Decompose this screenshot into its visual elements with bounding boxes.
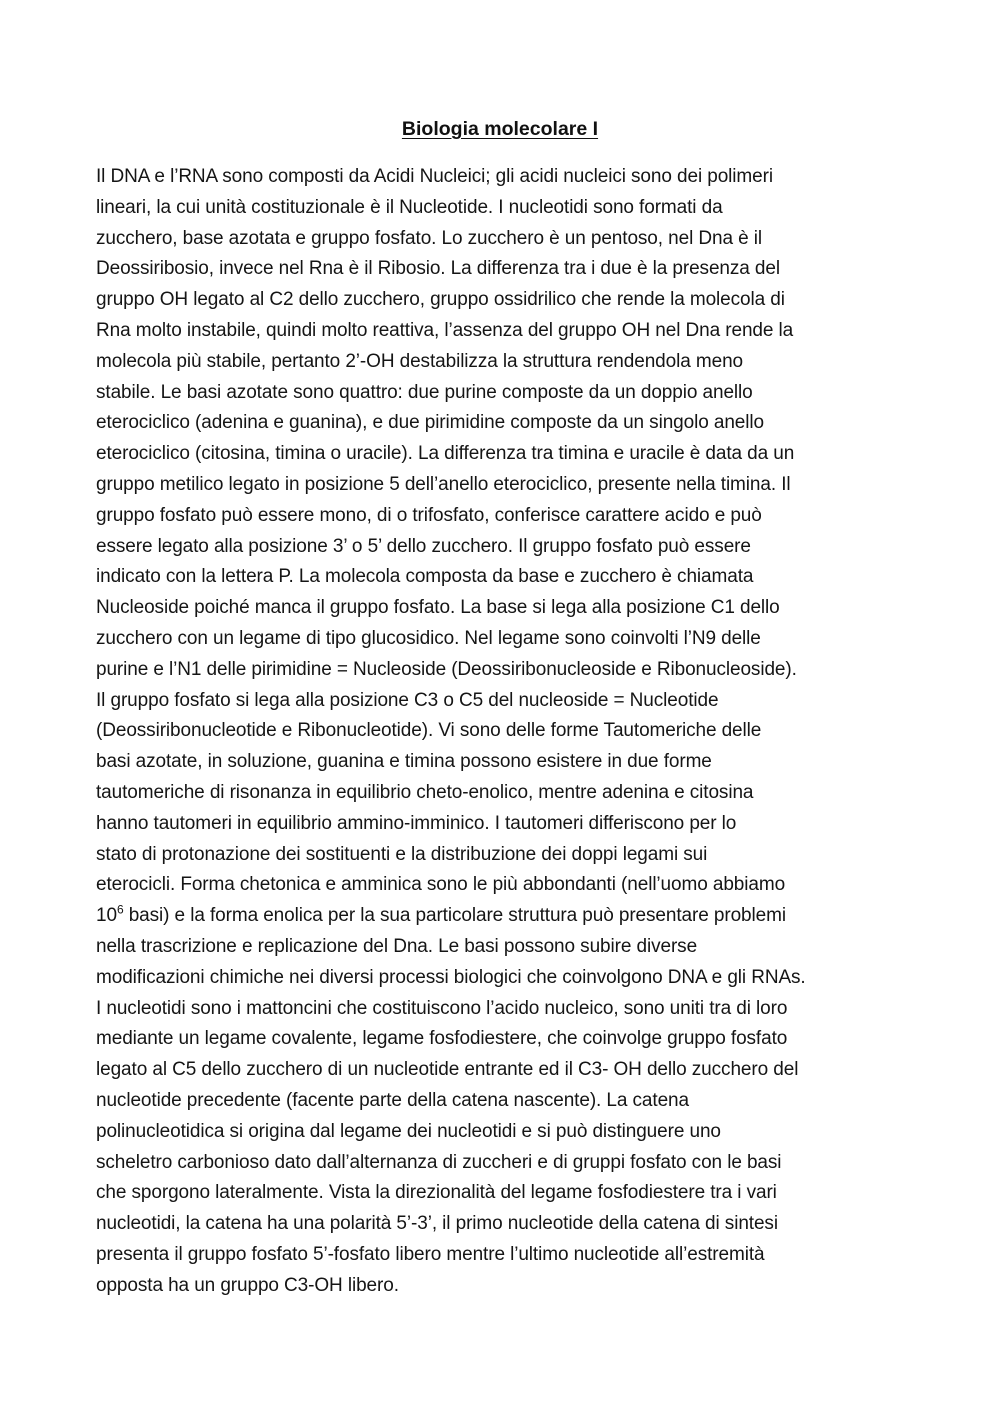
- text-line: gruppo metilico legato in posizione 5 dell’anello eterociclico, presente nella timina. Il: [96, 473, 791, 495]
- text-line: nucleotidi, la catena ha una polarità 5’-3’, il primo nucleotide della catena di sintesi: [96, 1213, 778, 1235]
- text-line: I nucleotidi sono i mattoncini che costituiscono l’acido nucleico, sono uniti tra di loro: [96, 997, 788, 1019]
- text-line: stabile. Le basi azotate sono quattro: due purine composte da un doppio anello: [96, 381, 753, 403]
- text-line-with-superscript: [96, 901, 916, 932]
- text-line: legato al C5 dello zucchero di un nucleotide entrante ed il C3- OH dello zucchero del: [96, 1059, 799, 1081]
- text-line: (Deossiribonucleotide e Ribonucleotide). Vi sono delle forme Tautomeriche delle: [96, 720, 762, 742]
- text-line: gruppo fosfato può essere mono, di o trifosfato, conferisce carattere acido e può: [96, 504, 762, 526]
- text-line: purine e l’N1 delle pirimidine = Nucleoside (Deossiribonucleoside e Ribonucleoside).: [96, 658, 797, 680]
- text-line: Il DNA e l’RNA sono composti da Acidi Nucleici; gli acidi nucleici sono dei polimeri: [96, 166, 773, 187]
- power-base: 10: [96, 905, 117, 927]
- text-line: Nucleoside poiché manca il gruppo fosfato. La base si lega alla posizione C1 dello: [96, 597, 780, 619]
- text-line: nella trascrizione e replicazione del Dna. Le basi possono subire diverse: [96, 935, 698, 957]
- text-line: zucchero con un legame di tipo glucosidico. Nel legame sono coinvolti l’N9 delle: [96, 627, 761, 649]
- power-exponent: 6: [116, 902, 124, 917]
- text-line: Deossiribosio, invece nel Rna è il Ribosio. La differenza tra i due è la presenza del: [96, 258, 780, 280]
- text-line: stato di protonazione dei sostituenti e la distribuzione dei doppi legami sui: [96, 843, 708, 865]
- text-line: Rna molto instabile, quindi molto reattiva, l’assenza del gruppo OH nel Dna rende la: [96, 319, 794, 341]
- text-line: essere legato alla posizione 3’ o 5’ dello zucchero. Il gruppo fosfato può essere: [96, 535, 751, 557]
- text-line: opposta ha un gruppo C3-OH libero.: [96, 1274, 399, 1296]
- text-line: basi azotate, in soluzione, guanina e timina possono esistere in due forme: [96, 751, 712, 773]
- text-line: eterociclico (adenina e guanina), e due pirimidine composte da un singolo anello: [96, 412, 764, 434]
- text-line-rest: basi) e la forma enolica per la sua particolare struttura può presentare problemi: [123, 905, 786, 927]
- text-line: mediante un legame covalente, legame fosfodiestere, che coinvolge gruppo fosfato: [96, 1028, 788, 1050]
- text-line: eterociclico (citosina, timina o uracile). La differenza tra timina e uracile è data da un: [96, 443, 795, 465]
- text-line: tautomeriche di risonanza in equilibrio cheto-enolico, mentre adenina e citosina: [96, 781, 754, 803]
- text-line: scheletro carbonioso dato dall’alternanza di zuccheri e di gruppi fosfato con le basi: [96, 1151, 782, 1173]
- text-line: hanno tautomeri in equilibrio ammino-imminico. I tautomeri differiscono per lo: [96, 812, 737, 834]
- text-line: Il gruppo fosfato si lega alla posizione C3 o C5 del nucleoside = Nucleotide: [96, 689, 719, 711]
- text-line: indicato con la lettera P. La molecola composta da base e zucchero è chiamata: [96, 566, 754, 588]
- text-line: eterocicli. Forma chetonica e amminica sono le più abbondanti (nell’uomo abbiamo: [96, 874, 786, 896]
- text-line: lineari, la cui unità costituzionale è il Nucleotide. I nucleotidi sono formati da: [96, 196, 723, 218]
- body-paragraph: [96, 162, 916, 1301]
- text-line: gruppo OH legato al C2 dello zucchero, gruppo ossidrilico che rende la molecola di: [96, 289, 785, 311]
- text-line: molecola più stabile, pertanto 2’-OH destabilizza la struttura rendendola meno: [96, 350, 744, 372]
- text-line: nucleotide precedente (facente parte della catena nascente). La catena: [96, 1089, 689, 1111]
- text-line: polinucleotidica si origina dal legame dei nucleotidi e si può distinguere uno: [96, 1120, 721, 1142]
- text-line: presenta il gruppo fosfato 5’-fosfato libero mentre l’ultimo nucleotide all’estremità: [96, 1243, 765, 1265]
- text-line: modificazioni chimiche nei diversi processi biologici che coinvolgono DNA e gli RNAs.: [96, 966, 806, 988]
- document-title: Biologia molecolare I: [401, 118, 599, 140]
- text-line: zucchero, base azotata e gruppo fosfato. Lo zucchero è un pentoso, nel Dna è il: [96, 227, 762, 249]
- text-line: che sporgono lateralmente. Vista la direzionalità del legame fosfodiestere tra i vari: [96, 1182, 777, 1204]
